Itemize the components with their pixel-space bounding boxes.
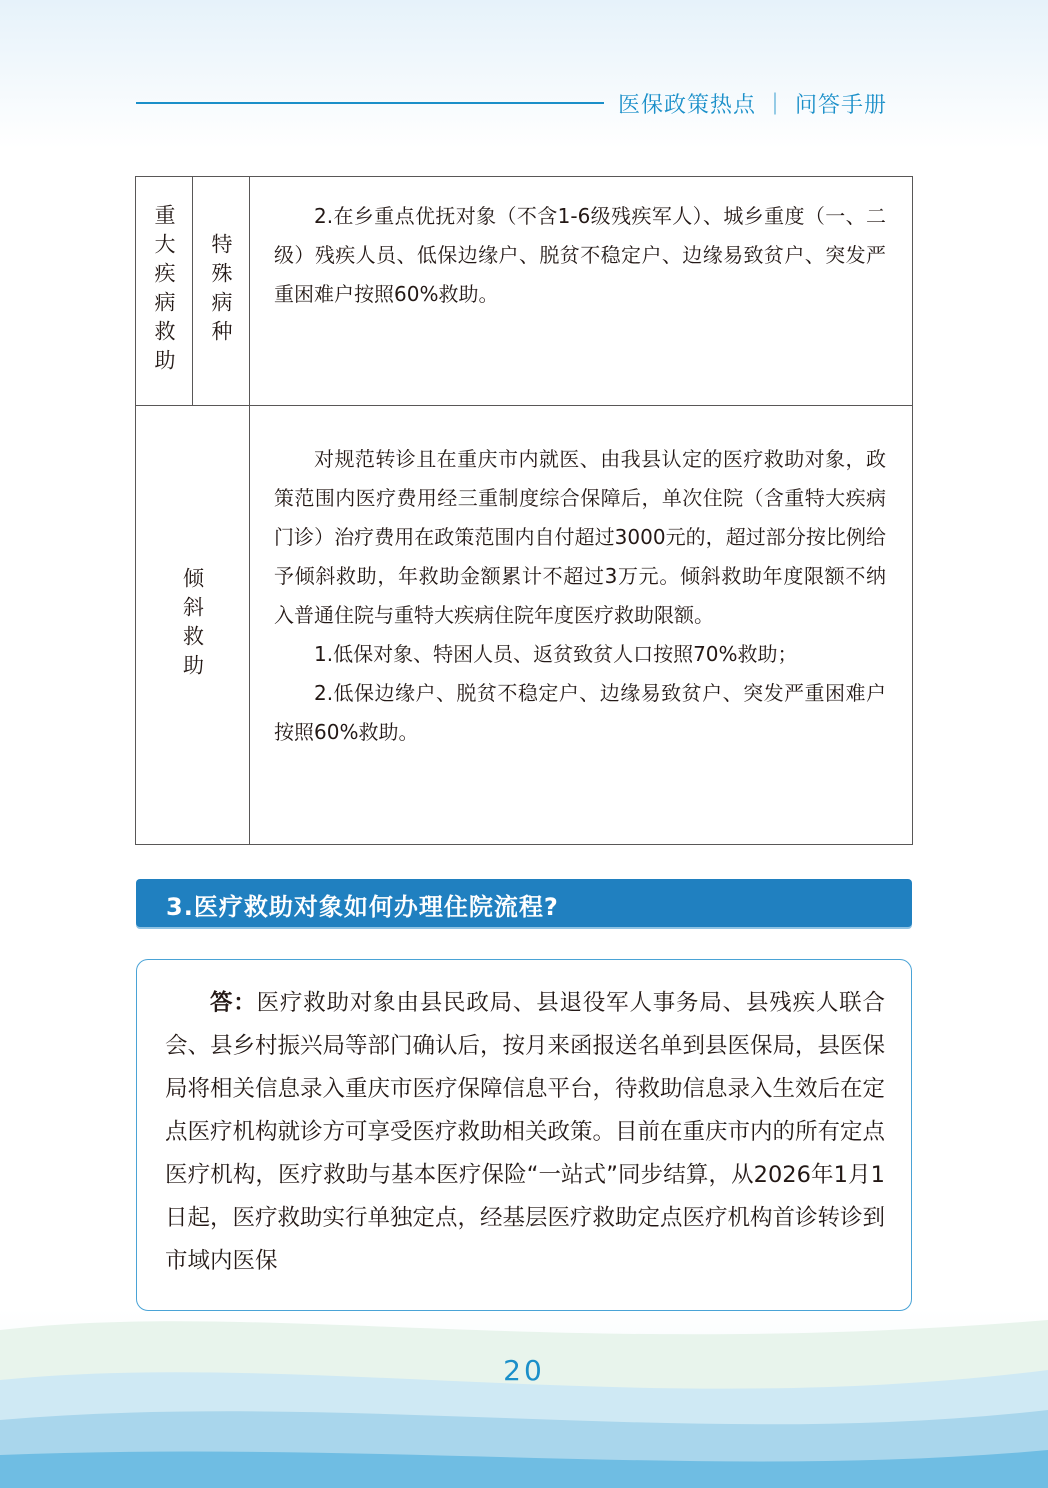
cell-rule-special-disease <box>250 177 913 406</box>
cell-rule-tilted-assistance <box>250 406 913 845</box>
cell-subcategory-special-disease <box>193 177 250 406</box>
category-label: 倾斜救助 <box>180 567 205 683</box>
answer-label: 答： <box>210 990 257 1016</box>
header-title: 医保政策热点 ｜ 问答手册 <box>618 93 887 118</box>
table-row-tilted-assistance <box>136 406 913 845</box>
page-number: 20 <box>503 1354 545 1387</box>
rule-paragraph: 2.在乡重点优抚对象（不含1-6级残疾军人）、城乡重度（一、二级）残疾人员、低保边缘户、脱贫不稳定户、边缘易致贫户、突发严重困难户按照60%救助。 <box>274 204 886 306</box>
policy-table <box>135 176 913 845</box>
rule-paragraph: 对规范转诊且在重庆市内就医、由我县认定的医疗救助对象，政策范围内医疗费用经三重制度综合保障后，单次住院（含重特大疾病门诊）治疗费用在政策范围内自付超过3000元的，超过部分按比例给予倾斜救助，年救助金额累计不超过3万元。倾斜救助年度限额不纳入普通住院与重特大疾病住院年度医疗救助限额。 <box>274 447 886 627</box>
rule-paragraph: 1.低保对象、特困人员、返贫致贫人口按照70%救助； <box>314 642 798 666</box>
answer-body: 医疗救助对象由县民政局、县退役军人事务局、县残疾人联合会、县乡村振兴局等部门确认后，按月来函报送名单到县医保局，县医保局将相关信息录入重庆市医疗保障信息平台，待救助信息录入生效后在定点医疗机构就诊方可享受医疗救助相关政策。目前在重庆市内的所有定点医疗机构，医疗救助与基本医疗保险“一站式”同步结算，从2026年1月1日起，医疗救助实行单独定点，经基层医疗救助定点医疗机构首诊转诊到市域内医保 <box>165 990 886 1274</box>
background-wave-decoration <box>0 1290 1048 1488</box>
question-banner <box>136 879 912 927</box>
question-title: 3.医疗救助对象如何办理住院流程? <box>166 893 559 921</box>
cell-category-tilted-assistance <box>136 406 250 845</box>
category-label: 重大疾病救助 <box>152 204 176 378</box>
answer-box <box>136 959 912 1311</box>
subcategory-label: 特殊病种 <box>209 233 233 349</box>
answer-paragraph <box>165 982 885 1283</box>
rule-paragraph: 2.低保边缘户、脱贫不稳定户、边缘易致贫户、突发严重困难户按照60%救助。 <box>274 681 886 744</box>
cell-category-major-disease <box>136 177 193 406</box>
table-row-special-disease <box>136 177 913 406</box>
header-rule-line <box>136 102 604 104</box>
